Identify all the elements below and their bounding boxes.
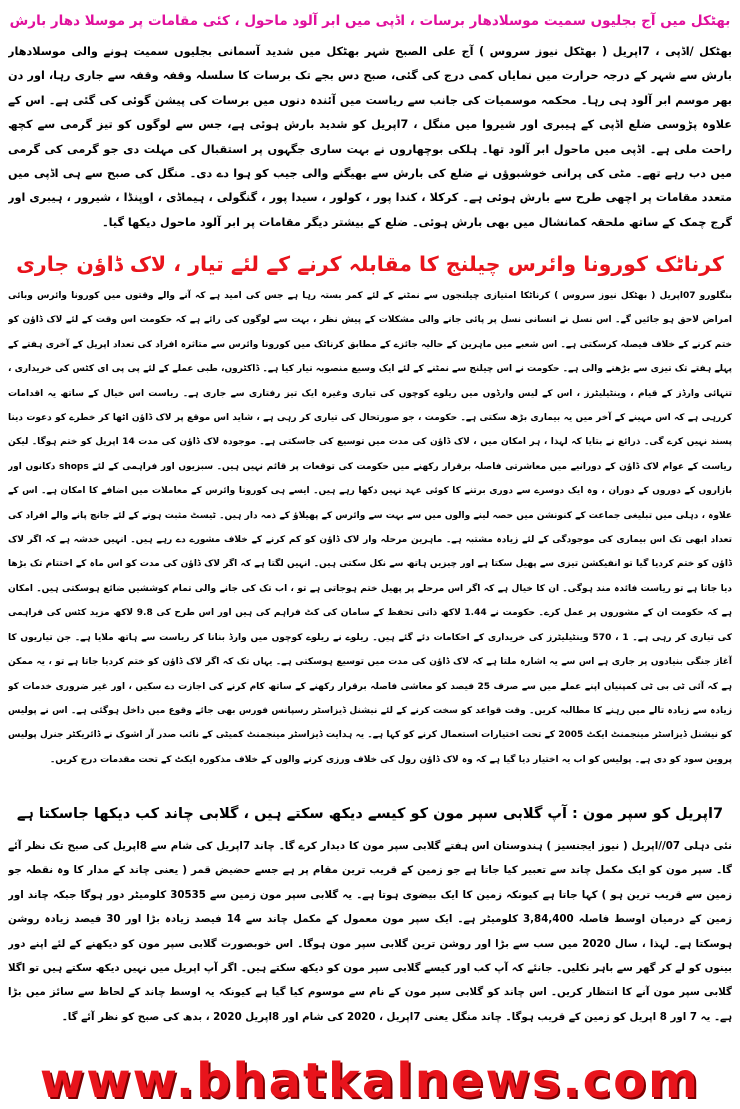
- article-body-pink-supermoon: نئی دہلی 07//اپریل ( نیوز ایجنسیز ) ہندوستان اس ہفتے گلابی سپر مون کا دیدار کرے گا۔ چاند 7اپریل کی شام سے 8اپریل کی صبح تک نظر آئے گا۔ سپر مون کو ایک مکمل چاند سے تعبیر کیا جاتا ہے جو زمین کے قریب ترین مقام پر ہے جسے حضیض قمر ( یعنی چاند کے مدار کا وہ نقطہ جو زمین سے قریب ترین ہو ) کہا جاتا ہے کیونکہ زمین کا ایک بیضوی ہوتا ہے۔ یہ گلابی سپر مون زمین سے 30535 کلومیٹر دور ہوگا جبکہ چاند اور زمین کے درمیان اوسط فاصلہ 3,84,400 کلومیٹر ہے۔ ایک سپر مون معمول کے مکمل چاند سے 14 فیصد زیادہ بڑا اور 30 فیصد زیادہ روشن ہوسکتا ہے۔ لہذا ، سال 2020 میں سب سے بڑا اور روشن ترین گلابی سپر مون ہوگا۔ اس خوبصورت گلابی سپر مون کو دیکھنے کے لئے اپنے دور بینوں کو لے کر گھر سے باہر نکلیں۔ جانئے کہ آپ کب اور کیسے گلابی سپر مون کو دیکھ سکتے ہیں۔ اگر آپ اپریل میں نہیں دیکھ سکتے ہیں تو اگلا گلابی سپر مون آنے کا انتظار کریں۔ اس چاند کو گلابی سپر مون کے نام سے موسوم کیا گیا ہے کیونکہ یہ اوسط چاند کے لحاظ سے سائز میں بڑا ہے۔ یہ 7 اور 8 اپریل کو زمین کے قریب ہوگا۔ چاند منگل یعنی 7اپریل ، 2020 کی شام اور 8اپریل 2020 ، بدھ کی صبح کو نظر آئے گا۔: [8, 840, 732, 1023]
- headline-pink-supermoon: 7اپریل کو سپر مون : آپ گلابی سپر مون کو کیسے دیکھ سکتے ہیں ، گلابی چاند کب دیکھا جاسکتا ہے: [16, 806, 724, 822]
- site-watermark: www.bhatkalnews.com: [39, 1056, 701, 1106]
- article-pink-supermoon: [8, 796, 732, 1034]
- headline-karnataka-lockdown: کرناٹک کورونا وائرس چیلنج کا مقابلہ کرنے کے لئے تیار ، لاک ڈاؤن جاری: [16, 252, 724, 276]
- article-body-bhatkal-rain: بھٹکل /اڈپی ، 7اپریل ( بھٹکل نیوز سروس ) آج علی الصبح شہر بھٹکل میں شدید آسمانی بجلیوں سمیت ہونے والی موسلادھار بارش سے شہر کے درجہ حرارت میں نمایاں کمی درج کی گئی، صبح دس بجے تک برسات کا سلسلہ وقفہ وقفہ سے جاری رہا، اور دن بھر موسم ابر آلود ہی رہا۔ محکمہ موسمیات کی جانب سے ریاست میں آئندہ دنوں میں برسات کی پیشن گوئی کی گئی ہے۔ اس کے علاوہ پڑوسی ضلع اڈپی کے ہیبری اور شیروا میں منگل ، 7اپریل کو شدید بارش ہوئی ہے، جس سے لوگوں کو تیز گرمی سے کچھ راحت ملی ہے۔ اڈپی میں ماحول ابر آلود تھا۔ ہلکی بوچھاروں نے بہت ساری جگہوں پر استقبال کی مہلت دی جو گرمی کی گرمی میں دب رہے تھے۔ مٹی کی پرانی خوشبوؤں نے ضلع کی بارش سے بھیگنے والی جیب کو ہوا دے دی۔ منگل کی صبح سے ہی اڈپی میں متعدد مقامات پر اچھی طرح سے بارش ہوئی ہے۔ کرکلا ، کندا پور ، کولور ، سیدا پور ، گنگولی ، ہیماڈی ، اوپنڈا ، شیرور ، ہیبری اور گرج چمک کے ساتھ ملحقہ کمانشال میں بھی بارش ہوئی۔ ضلع کے بیشتر دیگر مقامات پر ابر آلود ماحول دیکھا گیا۔: [8, 45, 732, 229]
- article-karnataka-lockdown: [8, 246, 732, 790]
- article-bhatkal-rain: [8, 4, 732, 240]
- headline-bhatkal-rain: بھٹکل میں آج بجلیوں سمیت موسلادھار برسات ، اڈپی میں ابر آلود ماحول ، کئی مقامات پر موسلا دھار بارش: [9, 13, 731, 29]
- article-body-karnataka-lockdown: بنگلورو 07اپریل ( بھٹکل نیوز سروس ) کرناٹکا امتیازی چیلنجوں سے نمٹنے کے لئے کمر بستہ رہا ہے جس کی امید ہے کہ آنے والے وقتوں میں کورونا وائرس وبائی امراض لاحق ہو جائیں گے۔ اس نسل نے انسانی نسل پر پائی جانے والی مشکلات کے پیش نظر ، بہت سے لوگوں کی رائے ہے کہ حکومت اس وقت کے لئے لاک ڈاؤن کو ختم کرنے کے خلاف فیصلہ کرسکتی ہے۔ اس شعبے میں ماہرین کے حالیہ جائزے کے مطابق کرناٹک میں کورونا وائرس سے متاثرہ افراد کی تعداد اپریل کے آخری ہفتے کے پہلے ہفتے تک تیزی سے بڑھنے والی ہے۔ حکومت نے اس چیلنج سے نمٹنے کے لئے ایک وسیع منصوبہ تیار کیا ہے۔ ڈاکٹروں، طبی عملے کے لئے پی پی ای کٹس کی خریداری ، تنہائی وارڈز کے قیام ، وینٹیلیٹرز ، اس کے لیس وارڈوں میں ریلوے کوچوں کی تیاری وغیرہ ایک تیز رفتاری سے جاری ہے۔ ریاست اس خیال کے ساتھ یہ اقدامات کررہی ہے کہ اس مہینے کے آخر میں یہ بیماری بڑھ سکتی ہے۔ حکومت ، جو صورتحال کی تیاری کر رہی ہے ، شاید اس موقع پر لاک ڈاؤن اٹھا کر خطرے کو دعوت دینا پسند نہیں کرے گی۔ ذرائع نے بتایا کہ لہذا ، ہر امکان میں ، لاک ڈاؤن کی مدت میں توسیع کی جاسکتی ہے۔ موجودہ لاک ڈاؤن کی مدت 14 اپریل کو ختم ہوگا۔ لیکن ریاست کے عوام لاک ڈاؤن کے دورانیے میں معاشرتی فاصلہ برقرار رکھنے میں حکومت کی توقعات پر قائم نہیں ہیں۔ سبزیوں اور فراہمی کے لئے shops دکانوں اور بازاروں کے دوروں کے دوران ، وہ ایک دوسرے سے دوری برتنے کا کوئی عہد نہیں دکھا رہے ہیں۔ ایسے ہی کورونا وائرس کے معاملات میں اضافے کا امکان ہے۔ اس کے علاوہ ، دہلی میں تبلیغی جماعت کے کنونشن میں حصہ لینے والوں میں سے بہت سے وائرس کے پھیلاؤ کے ذمہ دار ہیں۔ ٹیسٹ مثبت ہونے کے لئے جانچ پانے والے افراد کی تعداد ابھی تک اس بیماری کی موجودگی کے لئے زیادہ مشتبہ ہے۔ ماہرین مرحلہ وار لاک ڈاؤن کو کم کرنے کے خلاف مشورے دے رہے ہیں۔ انہیں خدشہ ہے کہ اگر لاک ڈاؤن کو ختم کردیا گیا تو انفیکشن تیزی سے پھیل سکتا ہے اور چیزیں ہاتھ سے نکل سکتی ہیں۔ انہیں لگتا ہے کہ اگر لاک ڈاؤن کی مدت کو اس ماہ کے اختتام تک بڑھا دیا جاتا ہے تو ریاست فائدہ مند ہوگی۔ ان کا خیال ہے کہ اگر اس مرحلے پر پھیل ختم ہوجاتی ہے تو ، اب تک کی جانے والی تمام کوششیں ضائع ہوسکتی ہیں۔ امکان ہے کہ حکومت ان کے مشوروں پر عمل کرے۔ حکومت نے 1.44 لاکھ ذاتی تحفظ کے سامان کی کٹ فراہم کی ہیں اور اس طرح کی 9.8 لاکھ مزید کٹس کی فراہمی کی تیاری کر رہی ہے۔ 1 ، 570 وینٹیلیٹرز کی خریداری کے احکامات دئے گئے ہیں۔ ریلوے نے ریلوے کوچوں میں وارڈ بنانا کر ریاست سے ہاتھ ملایا ہے۔ جن تیاریوں کا آغاز جنگی بنیادوں پر جاری ہے اس سے یہ اشارہ ملتا ہے کہ لاک ڈاؤن کی مدت میں توسیع ہوسکتی ہے۔ یہاں تک کہ اگر لاک ڈاؤن کو ختم کردیا جاتا ہے تو ، یہ ممکن ہے کہ آئی ٹی بی ٹی کمپنیاں اپنے عملے میں سے صرف 25 فیصد کو معاشی فاصلہ برقرار رکھنے کے ساتھ کام کرنے کی اجازت دے سکیں ، اور غیر ضروری خدمات کو زیادہ سے زیادہ تالے میں رہنے کا مطالبہ کریں۔ وقت قواعد کو سخت کرنے کے لئے نیشنل ڈیزاسٹر رسپانس فورس بھی جائے وقوع میں داخل ہوگئی ہے۔ اس نے پولیس کو نیشنل ڈیزاسٹر مینجمنٹ ایکٹ 2005 کے تحت اختیارات استعمال کرنے کو کہا ہے۔ یہ ہدایت ڈیزاسٹر مینجمنٹ کمیٹی کے نائب صدر آر اشوک نے ڈائریکٹر جنرل پولیس پروین سود کو دی ہے۔ پولیس کو اب یہ اختیار دیا گیا ہے کہ وہ لاک ڈاؤن رول کی خلاف ورزی کرنے والوں کے خلاف مذکورہ ایکٹ کے تحت مقدمات درج کریں۔: [8, 291, 732, 765]
